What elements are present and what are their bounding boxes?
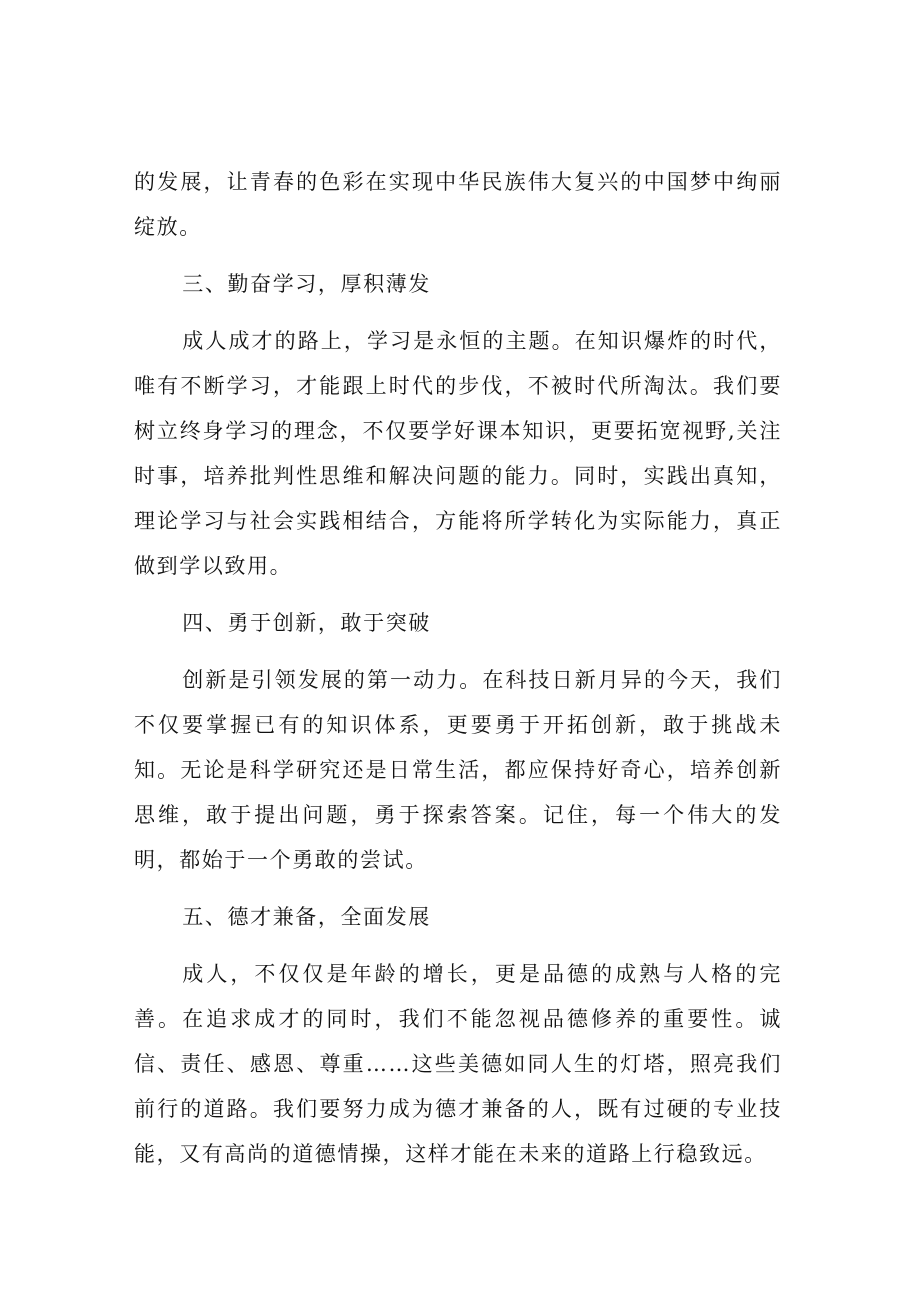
section-heading-3: 三、勤奋学习，厚积薄发 xyxy=(182,272,431,296)
section-heading-4: 四、勇于创新，敢于突破 xyxy=(182,611,431,635)
paragraph-virtue: 成人，不仅仅是年龄的增长，更是品德的成熟与人格的完善。在追求成才的同时，我们不能忽视品德修养的重要性。诚信、责任、感恩、尊重……这些美德如同人生的灯塔，照亮我们前行的道路。我们要努力成为德才兼备的人，既有过硬的专业技能，又有高尚的道德情操，这样才能在未来的道路上行稳致远。 xyxy=(134,962,782,1166)
document-body xyxy=(134,160,782,1189)
section-heading-5: 五、德才兼备，全面发展 xyxy=(182,905,431,929)
paragraph-continuation: 的发展，让青春的色彩在实现中华民族伟大复兴的中国梦中绚丽绽放。 xyxy=(134,170,782,239)
paragraph-study: 成人成才的路上，学习是永恒的主题。在知识爆炸的时代，唯有不断学习，才能跟上时代的步伐，不被时代所淘汰。我们要树立终身学习的理念，不仅要学好课本知识，更要拓宽视野,关注时事，培养批判性思维和解决问题的能力。同时，实践出真知，理论学习与社会实践相结合，方能将所学转化为实际能力，真正做到学以致用。 xyxy=(134,329,782,578)
paragraph-innovation: 创新是引领发展的第一动力。在科技日新月异的今天，我们不仅要掌握已有的知识体系，更要勇于开拓创新，敢于挑战未知。无论是科学研究还是日常生活，都应保持好奇心，培养创新思维，敢于提出问题，勇于探索答案。记住，每一个伟大的发明，都始于一个勇敢的尝试。 xyxy=(134,668,782,872)
